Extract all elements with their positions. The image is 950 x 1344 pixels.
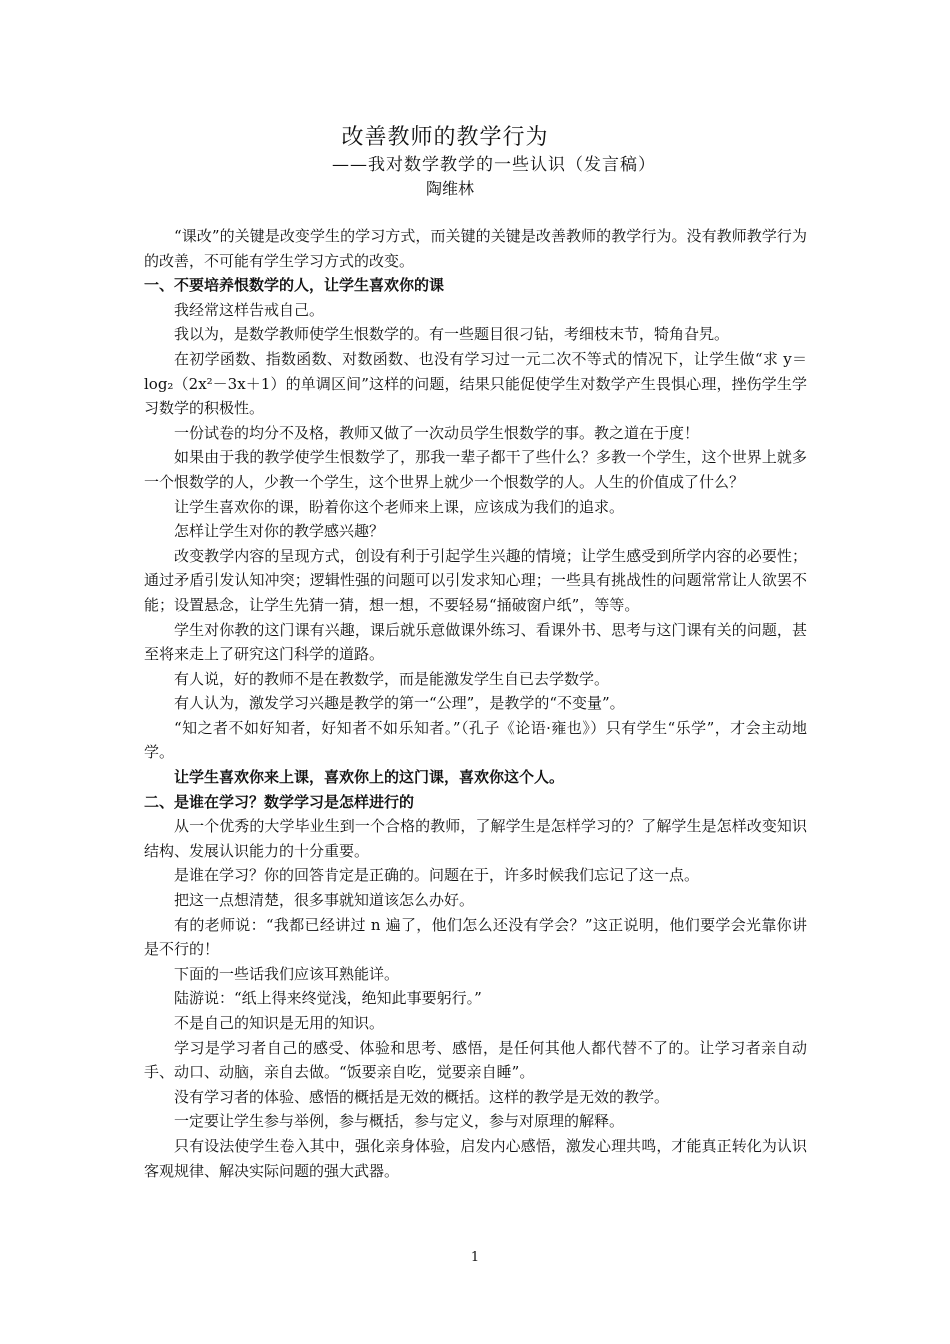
paragraph: 有的老师说：“我都已经讲过 n 遍了，他们怎么还没有学会？”这正说明，他们要学会光靠你讲是不行的！ (144, 915, 807, 959)
paragraph: “课改”的关键是改变学生的学习方式，而关键的关键是改善教师的教学行为。没有教师教学行为的改善，不可能有学生学习方式的改变。 (144, 227, 807, 270)
paragraph: “知之者不如好知者，好知者不如乐知者。”（孔子《论语·雍也》）只有学生“乐学”，才会主动地学。 (144, 718, 807, 762)
paragraph: 把这一点想清楚，很多事就知道该怎么办好。 (174, 891, 475, 910)
paragraph: 一份试卷的均分不及格，教师又做了一次动员学生恨数学的事。教之道在于度！ (174, 423, 700, 442)
paragraph: 我经常这样告戒自己。 (174, 300, 325, 319)
paragraph: 下面的一些话我们应该耳熟能详。 (174, 964, 400, 983)
document-title: 改善教师的教学行为 (341, 125, 549, 150)
paragraph: 不是自己的知识是无用的知识。 (174, 1014, 385, 1032)
page-number: 1 (470, 1250, 480, 1265)
paragraph: 有人说，好的教师不是在教数学，而是能激发学生自已去学数学。 (174, 669, 610, 688)
document-subtitle: ——我对数学教学的一些认识（发言稿） (332, 155, 656, 175)
document-body (144, 224, 807, 1183)
paragraph: 一定要让学生参与举例，参与概括，参与定义，参与对原理的解释。 (174, 1112, 625, 1131)
document-author: 陶维林 (426, 179, 475, 198)
paragraph: 有人认为，激发学习兴趣是教学的第一“公理”，是教学的“不变量”。 (174, 694, 625, 713)
paragraph: 是谁在学习？你的回答肯定是正确的。问题在于，许多时候我们忘记了这一点。 (174, 866, 700, 885)
paragraph: 学习是学习者自己的感受、体验和思考、感悟，是任何其他人都代替不了的。让学习者亲自动手、动口、动脑，亲自去做。“饭要亲自吃，觉要亲自睡”。 (144, 1038, 807, 1082)
emphasis-paragraph: 让学生喜欢你来上课，喜欢你上的这门课，喜欢你这个人。 (174, 768, 565, 787)
paragraph: 从一个优秀的大学毕业生到一个合格的教师，了解学生是怎样学习的？了解学生是怎样改变知识结构、发展认识能力的十分重要。 (144, 817, 807, 860)
section-heading: 二、是谁在学习？数学学习是怎样进行的 (144, 792, 415, 811)
paragraph: 如果由于我的教学使学生恨数学了，那我一辈子都干了些什么？多教一个学生，这个世界上就多一个恨数学的人，少教一个学生，这个世界上就少一个恨数学的人。人生的价值成了什么？ (144, 448, 807, 491)
paragraph: 没有学习者的体验、感悟的概括是无效的概括。这样的教学是无效的教学。 (174, 1087, 670, 1106)
paragraph: 陆游说：“纸上得来终觉浅，绝知此事要躬行。” (174, 989, 482, 1008)
paragraph: 怎样让学生对你的教学感兴趣？ (174, 522, 385, 541)
paragraph: 改变教学内容的呈现方式，创设有利于引起学生兴趣的情境；让学生感受到所学内容的必要性；通过矛盾引发认知冲突；逻辑性强的问题可以引发求知心理；一些具有挑战性的问题常常让人欲罢不能；设置悬念，让学生先猜一猜，想一想，不要轻易“捅破窗户纸”，等等。 (144, 546, 807, 614)
paragraph: 在初学函数、指数函数、对数函数、也没有学习过一元二次不等式的情况下，让学生做“求 y＝log₂（2x²－3x＋1）的单调区间”这样的问题，结果只能促使学生对数学产生畏惧心理，挫伤学生学习数学的积极性。 (144, 349, 807, 418)
paragraph: 学生对你教的这门课有兴趣，课后就乐意做课外练习、看课外书、思考与这门课有关的问题，甚至将来走上了研究这门科学的道路。 (144, 620, 807, 664)
section-heading: 一、不要培养恨数学的人，让学生喜欢你的课 (144, 276, 445, 295)
paragraph: 我以为，是数学教师使学生恨数学的。有一些题目很刁钻，考细枝末节，犄角旮旯。 (174, 325, 730, 344)
paragraph: 让学生喜欢你的课，盼着你这个老师来上课，应该成为我们的追求。 (174, 497, 625, 516)
paragraph: 只有设法使学生卷入其中，强化亲身体验，启发内心感悟，激发心理共鸣，才能真正转化为认识客观规律、解决实际问题的强大武器。 (144, 1136, 807, 1180)
